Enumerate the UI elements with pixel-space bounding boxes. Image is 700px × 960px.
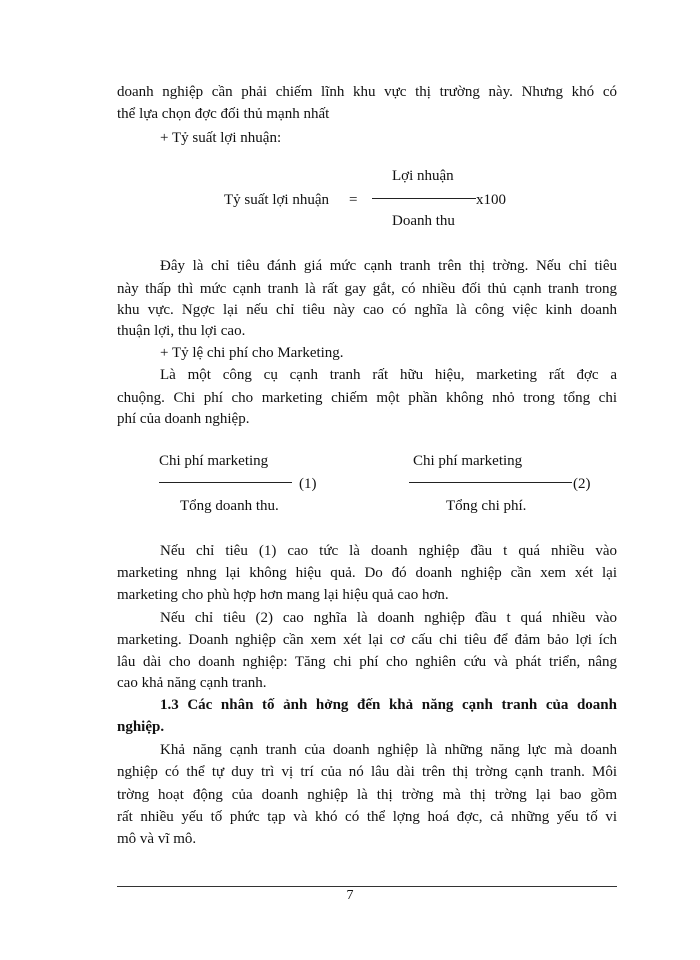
formula-multiplier: x100 <box>476 192 506 208</box>
page-number: 7 <box>346 888 354 903</box>
formula-denominator: Doanh thu <box>392 213 455 229</box>
section-heading-continued: nghiệp. <box>117 719 165 735</box>
fraction-bar <box>372 198 476 199</box>
paragraph-line: khu vực. Ngợc lại nếu chỉ tiêu này cao có nghĩa là công việc kinh doanh <box>117 302 617 318</box>
formula-label: Tỷ suất lợi nhuận <box>224 192 329 208</box>
paragraph-line: doanh nghiệp cần phải chiếm lĩnh khu vực thị trường này. Nhưng khó có <box>117 84 617 100</box>
paragraph-line: chuộng. Chi phí cho marketing chiếm một phần không nhỏ trong tổng chi <box>117 390 617 406</box>
paragraph-line: thuận lợi, thu lợi cao. <box>117 323 246 339</box>
formula-numerator: Lợi nhuận <box>392 168 454 184</box>
paragraph-line: Khả năng cạnh tranh của doanh nghiệp là những năng lực mà doanh <box>160 742 617 758</box>
paragraph-line: Nếu chỉ tiêu (2) cao nghĩa là doanh nghiệp đầu t quá nhiều vào <box>160 610 617 626</box>
paragraph-line: phí của doanh nghiệp. <box>117 411 250 427</box>
bullet-marketing-rate: + Tỷ lệ chi phí cho Marketing. <box>160 345 344 361</box>
formula-numerator: Chi phí marketing <box>159 453 269 469</box>
bullet-profit-rate: + Tỷ suất lợi nhuận: <box>160 130 282 146</box>
paragraph-line: Đây là chỉ tiêu đánh giá mức cạnh tranh trên thị trờng. Nếu chỉ tiêu <box>160 258 617 274</box>
paragraph-line: lâu dài cho doanh nghiệp: Tăng chi phí cho nghiên cứu và phát triển, nâng <box>117 654 617 670</box>
paragraph-line: này thấp thì mức cạnh tranh là rất gay gắt, có nhiều đối thủ cạnh tranh trong <box>117 281 617 297</box>
paragraph-line: marketing cho phù hợp hơn mang lại hiệu quả cao hơn. <box>117 587 449 603</box>
formula-denominator: Tổng chi phí. <box>446 498 527 514</box>
fraction-bar <box>409 482 572 483</box>
formula-numerator: Chi phí marketing <box>413 453 523 469</box>
paragraph-line: nghiệp có thể tự duy trì vị trí của nó lâu dài trên thị trờng cạnh tranh. Môi <box>117 764 617 780</box>
formula-index: (2) <box>573 476 591 492</box>
paragraph-line: Là một công cụ cạnh tranh rất hữu hiệu, marketing rất đợc a <box>160 367 617 383</box>
paragraph-line: thể lựa chọn đợc đối thủ mạnh nhất <box>117 106 330 122</box>
formula-equals: = <box>349 192 358 208</box>
paragraph-line: trờng hoạt động của doanh nghiệp là thị trờng mà thị trờng lại bao gồm <box>117 787 617 803</box>
formula-index: (1) <box>299 476 317 492</box>
paragraph-line: marketing. Doanh nghiệp cần xem xét lại cơ cấu chi tiêu để đảm bảo lợi ích <box>117 632 617 648</box>
paragraph-line: rất nhiều yếu tố phức tạp và khó có thể lợng hoá đợc, cả những yếu tố vi <box>117 809 617 825</box>
formula-denominator: Tổng doanh thu. <box>180 498 279 514</box>
section-heading: 1.3 Các nhân tố ảnh hởng đến khả năng cạnh tranh của doanh <box>160 697 617 713</box>
paragraph-line: cao khả năng cạnh tranh. <box>117 675 267 691</box>
paragraph-line: marketing nhng lại không hiệu quả. Do đó doanh nghiệp cần xem xét lại <box>117 565 617 581</box>
paragraph-line: mô và vĩ mô. <box>117 831 197 847</box>
fraction-bar <box>159 482 292 483</box>
paragraph-line: Nếu chỉ tiêu (1) cao tức là doanh nghiệp đầu t quá nhiều vào <box>160 543 617 559</box>
